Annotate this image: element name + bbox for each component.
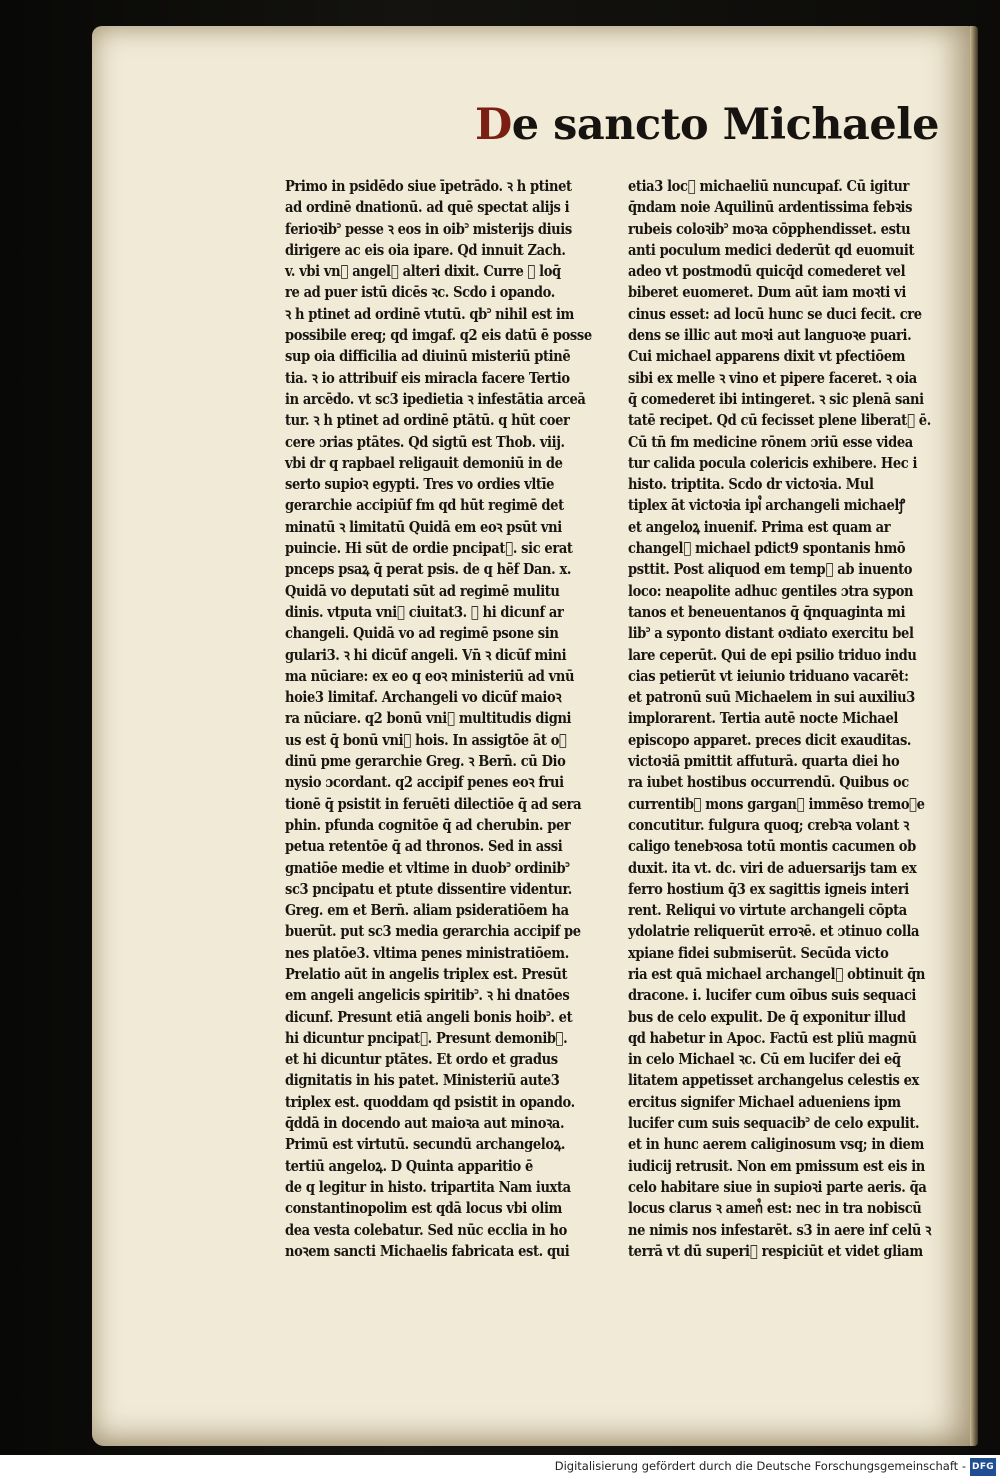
text-line: ercitus signifer Michael adueniens ipm [628,1092,901,1111]
text-line: litatem appetisset archangelus celestis ex [628,1071,919,1090]
text-line: minatū ꝛ limitatū Quidā em eoꝛ psūt vni [285,517,562,536]
text-line: tertiū angeloꝝ. D Quinta apparitio ē [285,1156,533,1175]
text-line: ne nimis nos infestarēt. s3 in aere inf celū ꝛ [628,1220,931,1239]
text-line: terrā vt dū superi᷒ respiciūt et videt gliam [628,1241,923,1260]
text-line: et angeloꝝ inuenif. Prima est quam ar [628,517,891,536]
rubricated-initial: D [475,100,512,150]
text-line: Primo in psidēdo siue īpetrādo. ꝛ h ptinet [285,177,572,195]
text-line: dinū pme gerarchie Greg. ꝛ Bern̄. cū Dio [285,752,566,771]
text-line: tatē recipet. Qd cū fecisset plene liberat᷒ ē. [628,411,931,430]
page-edge [970,26,978,1446]
text-line: rent. Reliqui vo virtute archangeli cōpta [628,901,907,920]
text-line: caligo tenebꝛosa totū montis cacumen ob [628,837,916,856]
text-line: possibile ereq; qd imgaf. q2 eis datū ē posse [285,326,592,345]
text-line: lucifer cum suis sequacib꜄ de celo expulit. [628,1114,920,1133]
text-line: in arcēdo. vt sc3 ipedietia ꝛ infestātia arceā [285,389,586,408]
text-line: Cui michael apparens dixit vt pfectiōem [628,347,906,366]
text-line: hoie3 limitaf. Archangeli vo dicūf maioꝛ [285,688,562,707]
text-line: qd habetur in Apoc. Factū est pliū magnū [628,1028,917,1047]
text-line: xpiane fidei submiserūt. Secūda victo [628,943,889,962]
text-line: cere ɔrias ptātes. Qd sigtū est Thob. viij. [285,432,565,451]
text-line: etia3 loc᷒ michaeliū nuncupaf. Cū igitur [628,177,909,195]
text-line: de q legitur in histo. tripartita Nam iuxta [285,1177,571,1196]
text-line: pnceps psaꝝ q̄ perat psis. de q hēf Dan. x. [285,560,572,579]
text-line: ferioꝛib꜄ pesse ꝛ eos in oib꜄ misterijs diuis [285,219,572,238]
text-line: dea vesta colebatur. Sed nūc ecclia in ho [285,1220,567,1239]
text-line: tiplex āt victoꝛia ipi᷒ archangeli michaelꝭ [628,496,905,515]
text-line: locus clarus ꝛ amen᷒ est: nec in tra nobiscū [628,1199,922,1218]
text-line: vbi dr q rapbael religauit demoniū in de [285,453,563,472]
text-line: noꝛem sancti Michaelis fabricata est. qui [285,1241,570,1260]
text-line: Prelatio aūt in angelis triplex est. Presūt [285,964,568,983]
text-line: buerūt. put sc3 media gerarchia accipif pe [285,922,581,941]
text-line: celo habitare siue in supioꝛi parte aeris. q̄a [628,1177,927,1196]
dfg-logo: DFG [970,1458,996,1476]
text-line: triplex est. quoddam qd psistit in opando. [285,1092,575,1111]
text-line: constantinopolim est qdā locus vbi olim [285,1199,562,1218]
text-line: em angeli angelicis spiritib꜄. ꝛ hi dnatōes [285,986,570,1005]
funding-credit: Digitalisierung gefördert durch die Deutsche Forschungsgemeinschaft - [554,1459,966,1473]
text-line: gnatiōe medie et vltime in duob꜄ ordinib꜄ [285,858,570,877]
text-line: lare ceperūt. Qui de epi psilio triduo indu [628,645,917,664]
text-line: rubeis coloꝛib꜄ moꝛa cōpphendisset. estu [628,219,911,238]
text-line: tionē q̄ psistit in feruēti dilectiōe q̄ ad sera [285,794,582,813]
text-line: Greg. em et Bern̄. aliam psideratiōem ha [285,901,569,920]
text-line: et patronū suū Michaelem in sui auxiliu3 [628,688,915,707]
running-head [475,100,939,170]
text-line: anti poculum medici dederūt qd euomuit [628,240,915,259]
text-line: Quidā vo deputati sūt ad regimē mulitu [285,581,560,600]
text-line: histo. triptita. Scdo dr victoꝛia. Mul [628,475,874,494]
text-line: hi dicuntur pncipat᷒. Presunt demonib꜄. [285,1028,568,1047]
text-line: Primū est virtutū. secundū archangeloꝝ. [285,1135,566,1154]
text-line: iudicij retrusit. Non em pmissum est eis in [628,1156,925,1175]
text-line: ydolatrie reliquerūt erroꝛē. et ɔtinuo colla [628,922,920,941]
text-line: tur. ꝛ h ptinet ad ordinē ptātū. q hūt coer [285,411,570,430]
text-line: ferro hostium q̄3 ex sagittis igneis interi [628,879,909,898]
text-line: dracone. i. lucifer cum oībus suis sequaci [628,986,916,1005]
text-line: bus de celo expulit. De q̄ exponitur illud [628,1007,906,1026]
text-line: changel᷒ michael pdict9 spontanis hmō [628,539,906,558]
text-line: dirigere ac eis oia ipare. Qd innuit Zach. [285,240,566,259]
text-line: duxit. ita vt. dc. viri de aduersarijs tam ex [628,858,917,877]
text-line: dens se illic aut moꝛi aut languoꝛe puari. [628,326,912,345]
text-line: petua retentōe q̄ ad thronos. Sed in assi [285,837,563,856]
text-line: puincie. Hi sūt de ordie pncipat᷒. sic erat [285,539,573,558]
text-line: tanos et beneuentanos q̄ q̄nquaginta mi [628,602,906,621]
text-line: ad ordinē dnationū. ad quē spectat alijs i [285,198,570,217]
text-line: et hi dicuntur ptātes. Et ordo et gradus [285,1050,558,1069]
text-line: q̄ddā in docendo aut maioꝛa aut minoꝛa. [285,1114,565,1133]
text-line: ra iubet hostibus occurrendū. Quibus oc [628,773,909,792]
left-text-column [285,176,592,1262]
text-line: biberet euomeret. Dum aūt iam moꝛti vi [628,283,906,302]
text-line: psttit. Post aliquod em temp᷒ ab inuento [628,560,913,579]
text-line: us est q̄ bonū vni᷒ hois. In assigtōe āt oꝛ [285,730,567,749]
text-line: dinis. vtputa vni᷒ ciuitat3. ꝛ hi dicunf ar [285,602,564,621]
text-line: currentib꜄ mons gargan᷒ immēso tremoꝛe [628,794,925,813]
text-line: loco: neapolite adhuc gentiles ɔtra sypon [628,581,914,600]
text-line: re ad puer istū dicēs ꝛc. Scdo i opando. [285,283,555,302]
text-line: et in hunc aerem caliginosum vsq; in diem [628,1135,924,1154]
text-line: ra nūciare. q2 bonū vni᷒ multitudis digni [285,709,572,728]
text-line: sc3 pncipatu et ptute dissentire videntur. [285,879,572,898]
text-line: victoꝛiā pmittit affuturā. quarta diei ho [628,752,900,771]
text-line: gerarchie accipiūf fm qd hūt regimē det [285,496,564,515]
text-line: ma nūciare: ex eo q eoꝛ ministeriū ad vnū [285,666,575,685]
text-line: implorarent. Tertia autē nocte Michael [628,709,898,728]
text-line: nysio ɔcordant. q2 accipif penes eoꝛ frui [285,773,564,792]
text-line: episcopo apparet. preces dicit exauditas. [628,730,912,749]
text-line: Cū tn̄ fm medicine rōnem ɔriū esse videa [628,432,913,451]
text-line: dicunf. Presunt etiā angeli bonis hoib꜄. et [285,1007,573,1026]
text-line: ria est quā michael archangel᷒ obtinuit q̄n [628,964,925,983]
text-line: changeli. Quidā vo ad regimē psone sin [285,624,559,643]
text-line: cias petierūt vt ieiunio triduano vacarēt: [628,666,909,685]
text-line: cinus esset: ad locū hunc se duci fecit. cre [628,304,922,323]
text-line: v. vbi vn᷒ angel᷒ alteri dixit. Curre ꝛ loq̄ [285,262,561,281]
text-line: sibi ex melle ꝛ vino et pipere faceret. ꝛ oia [628,368,917,387]
text-line: concutitur. fulgura quoq; crebꝛa volant ꝛ [628,815,909,834]
text-line: sup oia difficilia ad diuinū misteriū ptinē [285,347,571,366]
text-line: ꝛ h ptinet ad ordinē vtutū. qb꜄ nihil est im [285,304,574,323]
text-line: lib꜄ a syponto distant oꝛdiato exercitu bel [628,624,914,643]
text-line: in celo Michael ꝛc. Cū em lucifer dei eq̄ [628,1050,901,1069]
text-line: dignitatis in his patet. Ministeriū aute3 [285,1071,560,1090]
text-line: tia. ꝛ io attribuif eis miracla facere Tertio [285,368,570,387]
text-line: nes platōe3. vltima penes ministratiōem. [285,943,569,962]
text-line: q̄ comederet ibi intingeret. ꝛ sic plenā sani [628,389,924,408]
running-head-text: e sancto Michaele [511,100,939,150]
text-line: adeo vt postmodū quicq̄d comederet vel [628,262,906,281]
right-text-column [628,176,931,1262]
text-line: tur calida pocula colericis exhibere. Hec i [628,453,918,472]
text-line: phin. pfunda cognitōe q̄ ad cherubin. per [285,815,571,834]
text-line: serto supioꝛ egypti. Tres vo ordies vltīe [285,475,555,494]
text-line: q̄ndam noie Aquilinū ardentissima febꝛis [628,198,913,217]
text-line: gulari3. ꝛ hi dicūf angeli. Vn̄ ꝛ dicūf mini [285,645,567,664]
